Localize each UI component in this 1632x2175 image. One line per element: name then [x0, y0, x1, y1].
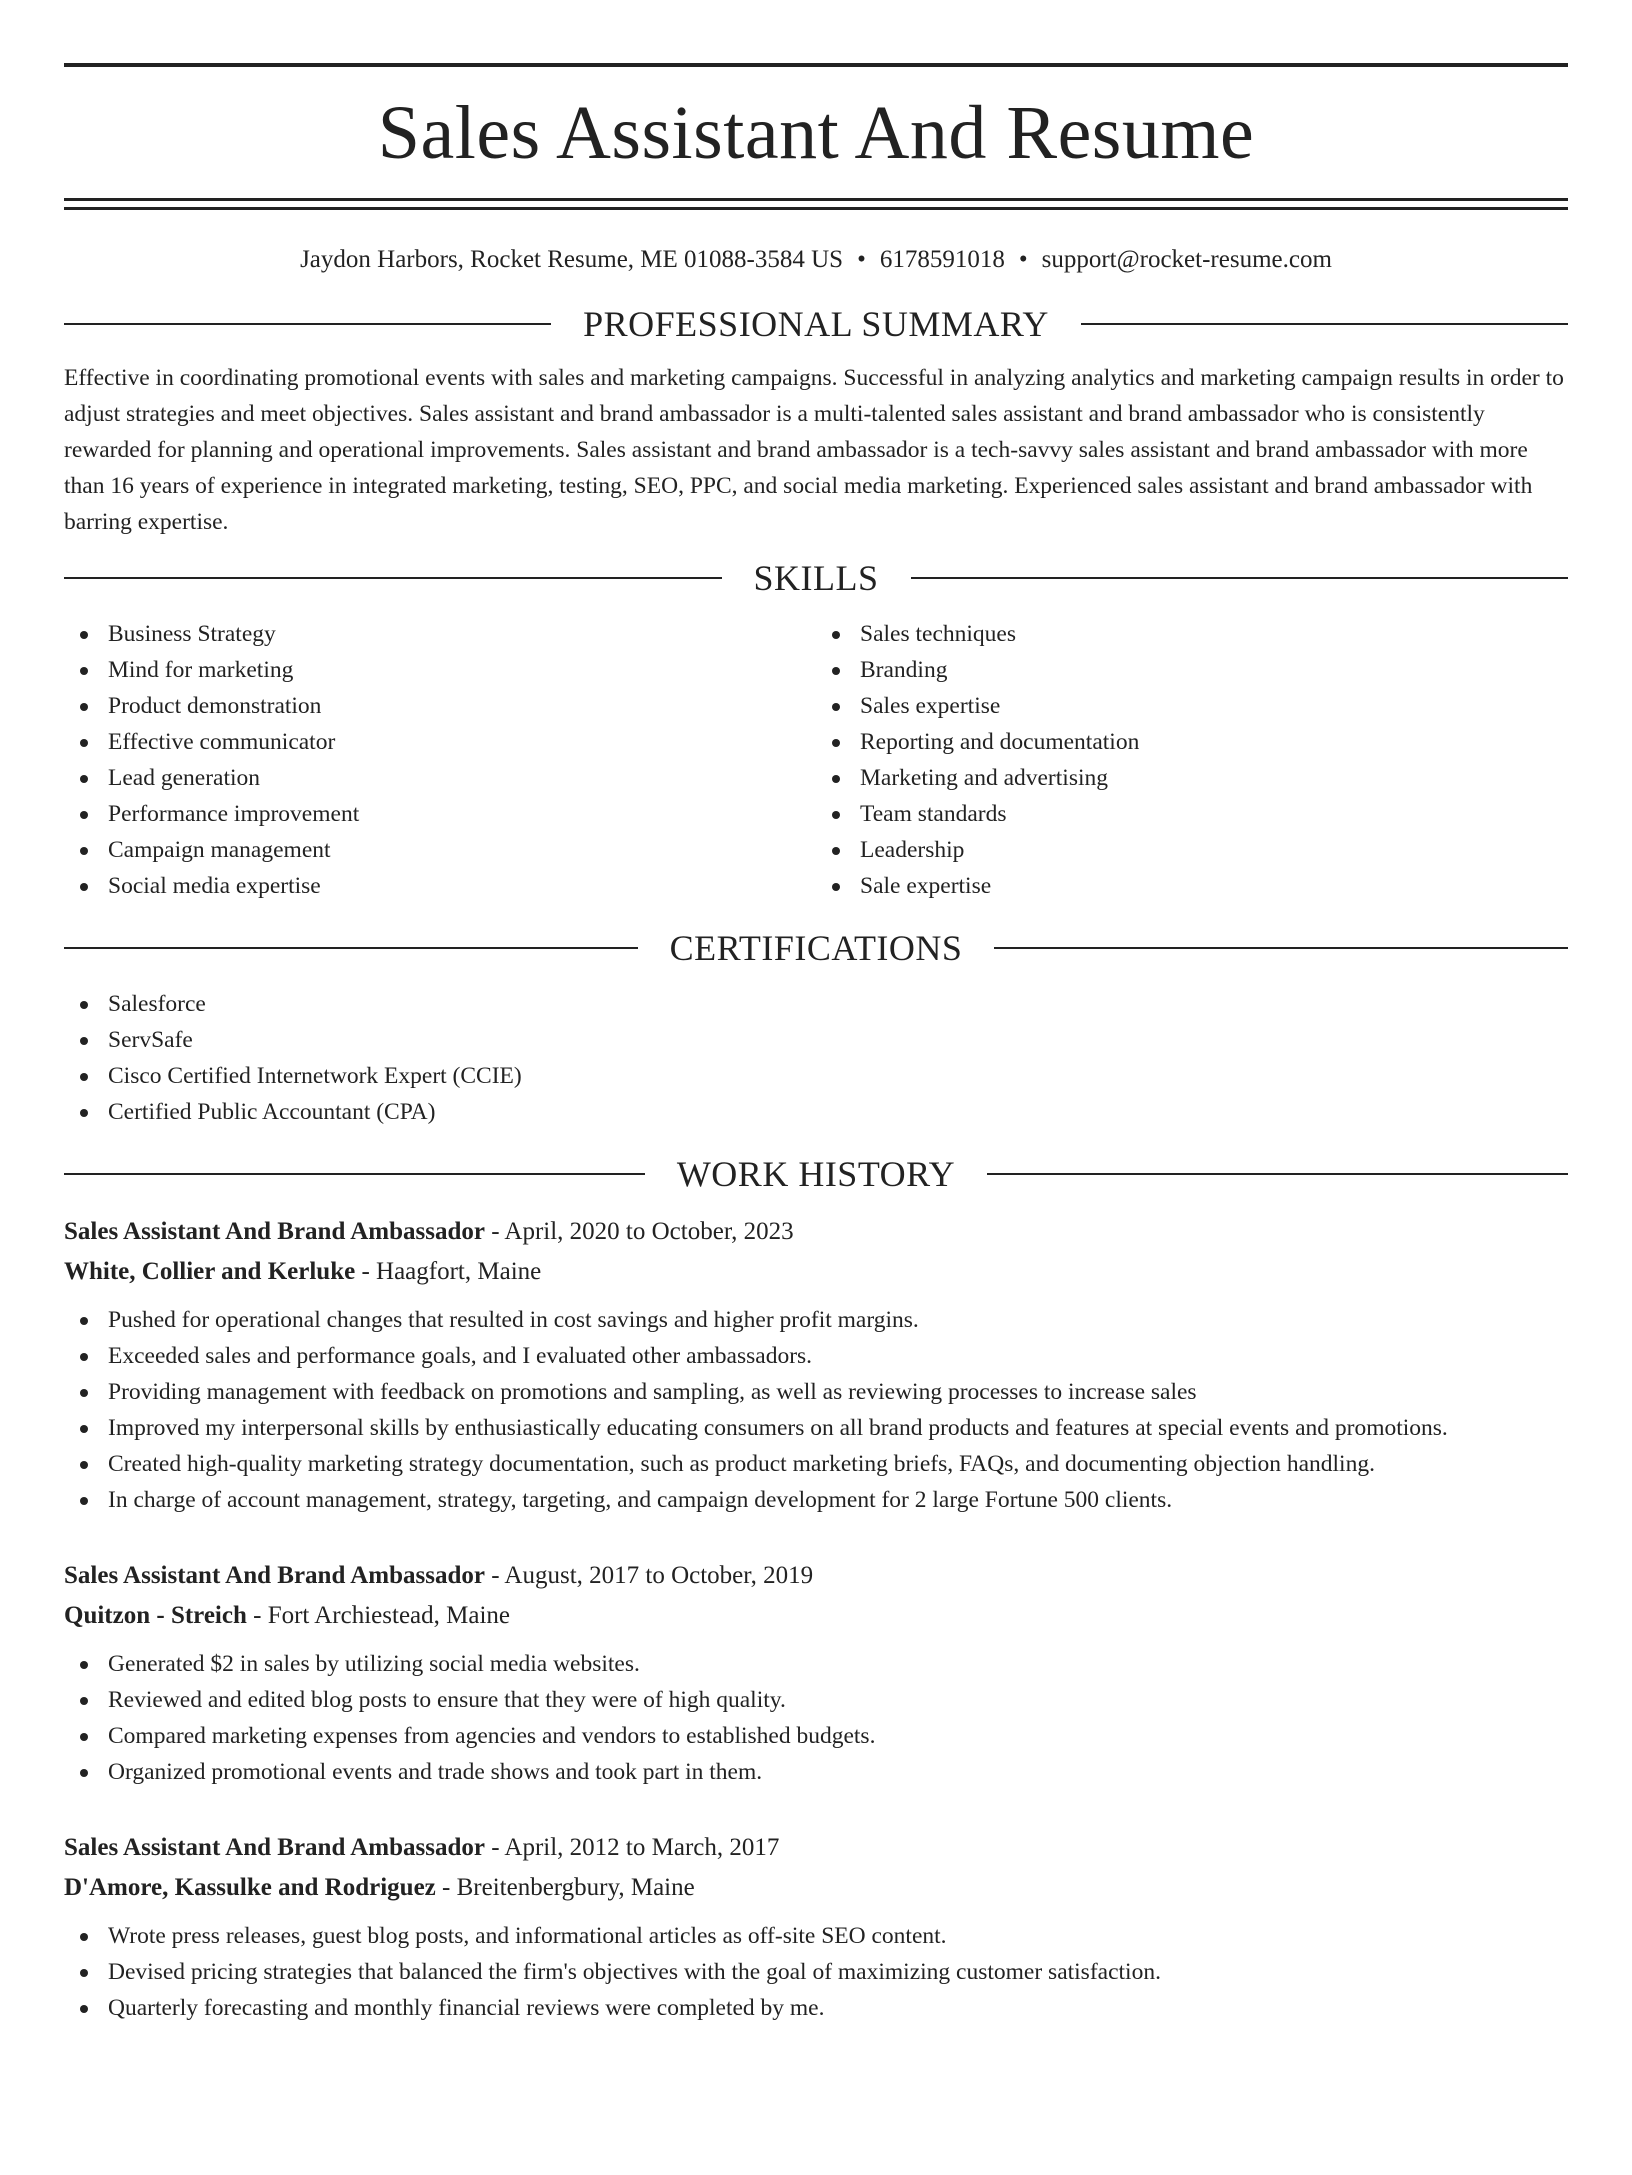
list-item: Improved my interpersonal skills by enthusiastically educating consumers on all brand products and features at special events and promotions.	[64, 1410, 1568, 1446]
contact-phone: 6178591018	[879, 246, 1005, 273]
section-title: CERTIFICATIONS	[669, 928, 963, 968]
list-item: Lead generation	[64, 760, 816, 796]
contact-address: Jaydon Harbors, Rocket Resume, ME 01088-3584 US	[300, 246, 844, 273]
heading-rule	[987, 1173, 1568, 1175]
list-item: Sales expertise	[816, 688, 1568, 724]
list-item: Leadership	[816, 832, 1568, 868]
heading-rule	[1081, 323, 1568, 325]
list-item: Sales techniques	[816, 616, 1568, 652]
section-heading-certifications	[64, 926, 1568, 970]
job-entry	[64, 1828, 1568, 2026]
skills-grid	[64, 616, 1568, 904]
heading-rule	[64, 323, 551, 325]
job-entry	[64, 1212, 1568, 1518]
section-title: SKILLS	[753, 558, 879, 598]
list-item: Pushed for operational changes that resulted in cost savings and higher profit margins.	[64, 1302, 1568, 1338]
job-location: - Breitenbergbury, Maine	[435, 1874, 695, 1901]
job-entry	[64, 1556, 1568, 1790]
title-double-rule	[64, 198, 1568, 210]
job-dates: - August, 2017 to October, 2019	[484, 1562, 814, 1589]
job-company: D'Amore, Kassulke and Rodriguez	[64, 1874, 436, 1901]
section-heading-work-history	[64, 1152, 1568, 1196]
heading-rule	[64, 1173, 645, 1175]
list-item: Generated $2 in sales by utilizing social media websites.	[64, 1646, 1568, 1682]
job-dates: - April, 2020 to October, 2023	[484, 1218, 794, 1245]
list-item: Business Strategy	[64, 616, 816, 652]
list-item: Reviewed and edited blog posts to ensure that they were of high quality.	[64, 1682, 1568, 1718]
job-location: - Fort Archiestead, Maine	[246, 1602, 510, 1629]
list-item: Reporting and documentation	[816, 724, 1568, 760]
job-bullets	[64, 1302, 1568, 1518]
list-item: Team standards	[816, 796, 1568, 832]
list-item: Wrote press releases, guest blog posts, and informational articles as off-site SEO content.	[64, 1918, 1568, 1954]
job-title: Sales Assistant And Brand Ambassador	[64, 1218, 485, 1245]
list-item: Performance improvement	[64, 796, 816, 832]
list-item: Effective communicator	[64, 724, 816, 760]
list-item: Devised pricing strategies that balanced the firm's objectives with the goal of maximizing customer satisfaction.	[64, 1954, 1568, 1990]
skills-list-left	[64, 616, 816, 904]
section-heading-summary	[64, 302, 1568, 346]
list-item: Organized promotional events and trade shows and took part in them.	[64, 1754, 1568, 1790]
heading-rule	[64, 947, 638, 949]
list-item: Marketing and advertising	[816, 760, 1568, 796]
job-bullets	[64, 1918, 1568, 2026]
job-company-line	[64, 1252, 1568, 1292]
contact-line	[64, 244, 1568, 276]
list-item: Compared marketing expenses from agencies and vendors to established budgets.	[64, 1718, 1568, 1754]
list-item: Campaign management	[64, 832, 816, 868]
list-item: Certified Public Accountant (CPA)	[64, 1094, 1568, 1130]
top-rule	[64, 63, 1568, 67]
list-item: In charge of account management, strategy, targeting, and campaign development for 2 large Fortune 500 clients.	[64, 1482, 1568, 1518]
job-company: White, Collier and Kerluke	[64, 1258, 356, 1285]
list-item: Quarterly forecasting and monthly financial reviews were completed by me.	[64, 1990, 1568, 2026]
job-company: Quitzon - Streich	[64, 1602, 247, 1629]
section-heading-skills	[64, 556, 1568, 600]
list-item: Exceeded sales and performance goals, and I evaluated other ambassadors.	[64, 1338, 1568, 1374]
list-item: Branding	[816, 652, 1568, 688]
certifications-list	[64, 986, 1568, 1130]
list-item: ServSafe	[64, 1022, 1568, 1058]
job-company-line	[64, 1596, 1568, 1636]
job-bullets	[64, 1646, 1568, 1790]
section-title: WORK HISTORY	[676, 1154, 956, 1194]
section-title: PROFESSIONAL SUMMARY	[583, 304, 1049, 344]
list-item: Created high-quality marketing strategy documentation, such as product marketing briefs, FAQs, and documenting objection handling.	[64, 1446, 1568, 1482]
job-title-line	[64, 1828, 1568, 1868]
bullet-separator: •	[1018, 246, 1028, 273]
resume-page	[0, 63, 1632, 2175]
job-dates: - April, 2012 to March, 2017	[484, 1834, 780, 1861]
document-title: Sales Assistant And Resume	[377, 91, 1255, 175]
list-item: Cisco Certified Internetwork Expert (CCIE)	[64, 1058, 1568, 1094]
heading-rule	[994, 947, 1568, 949]
job-company-line	[64, 1868, 1568, 1908]
contact-email: support@rocket-resume.com	[1041, 246, 1332, 273]
heading-rule	[911, 577, 1569, 579]
skills-list-right	[816, 616, 1568, 904]
list-item: Providing management with feedback on promotions and sampling, as well as reviewing processes to increase sales	[64, 1374, 1568, 1410]
heading-rule	[64, 577, 722, 579]
list-item: Mind for marketing	[64, 652, 816, 688]
job-location: - Haagfort, Maine	[355, 1258, 542, 1285]
job-title-line	[64, 1556, 1568, 1596]
list-item: Product demonstration	[64, 688, 816, 724]
list-item: Salesforce	[64, 986, 1568, 1022]
summary-text: Effective in coordinating promotional events with sales and marketing campaigns. Successful in analyzing analytics and marketing campaign results in order to adjust strategies and meet objectives. Sales assistant and brand ambassador is a multi-talented sales assistant and brand ambassador who is consistently rewarded for planning and operational improvements. Sales assistant and brand ambassador is a tech-savvy sales assistant and brand ambassador with more than 16 years of experience in integrated marketing, testing, SEO, PPC, and social media marketing. Experienced sales assistant and brand ambassador with barring expertise.	[64, 365, 1564, 535]
list-item: Sale expertise	[816, 868, 1568, 904]
job-title-line	[64, 1212, 1568, 1252]
job-title: Sales Assistant And Brand Ambassador	[64, 1834, 485, 1861]
bullet-separator: •	[857, 246, 866, 273]
job-title: Sales Assistant And Brand Ambassador	[64, 1562, 485, 1589]
list-item: Social media expertise	[64, 868, 816, 904]
